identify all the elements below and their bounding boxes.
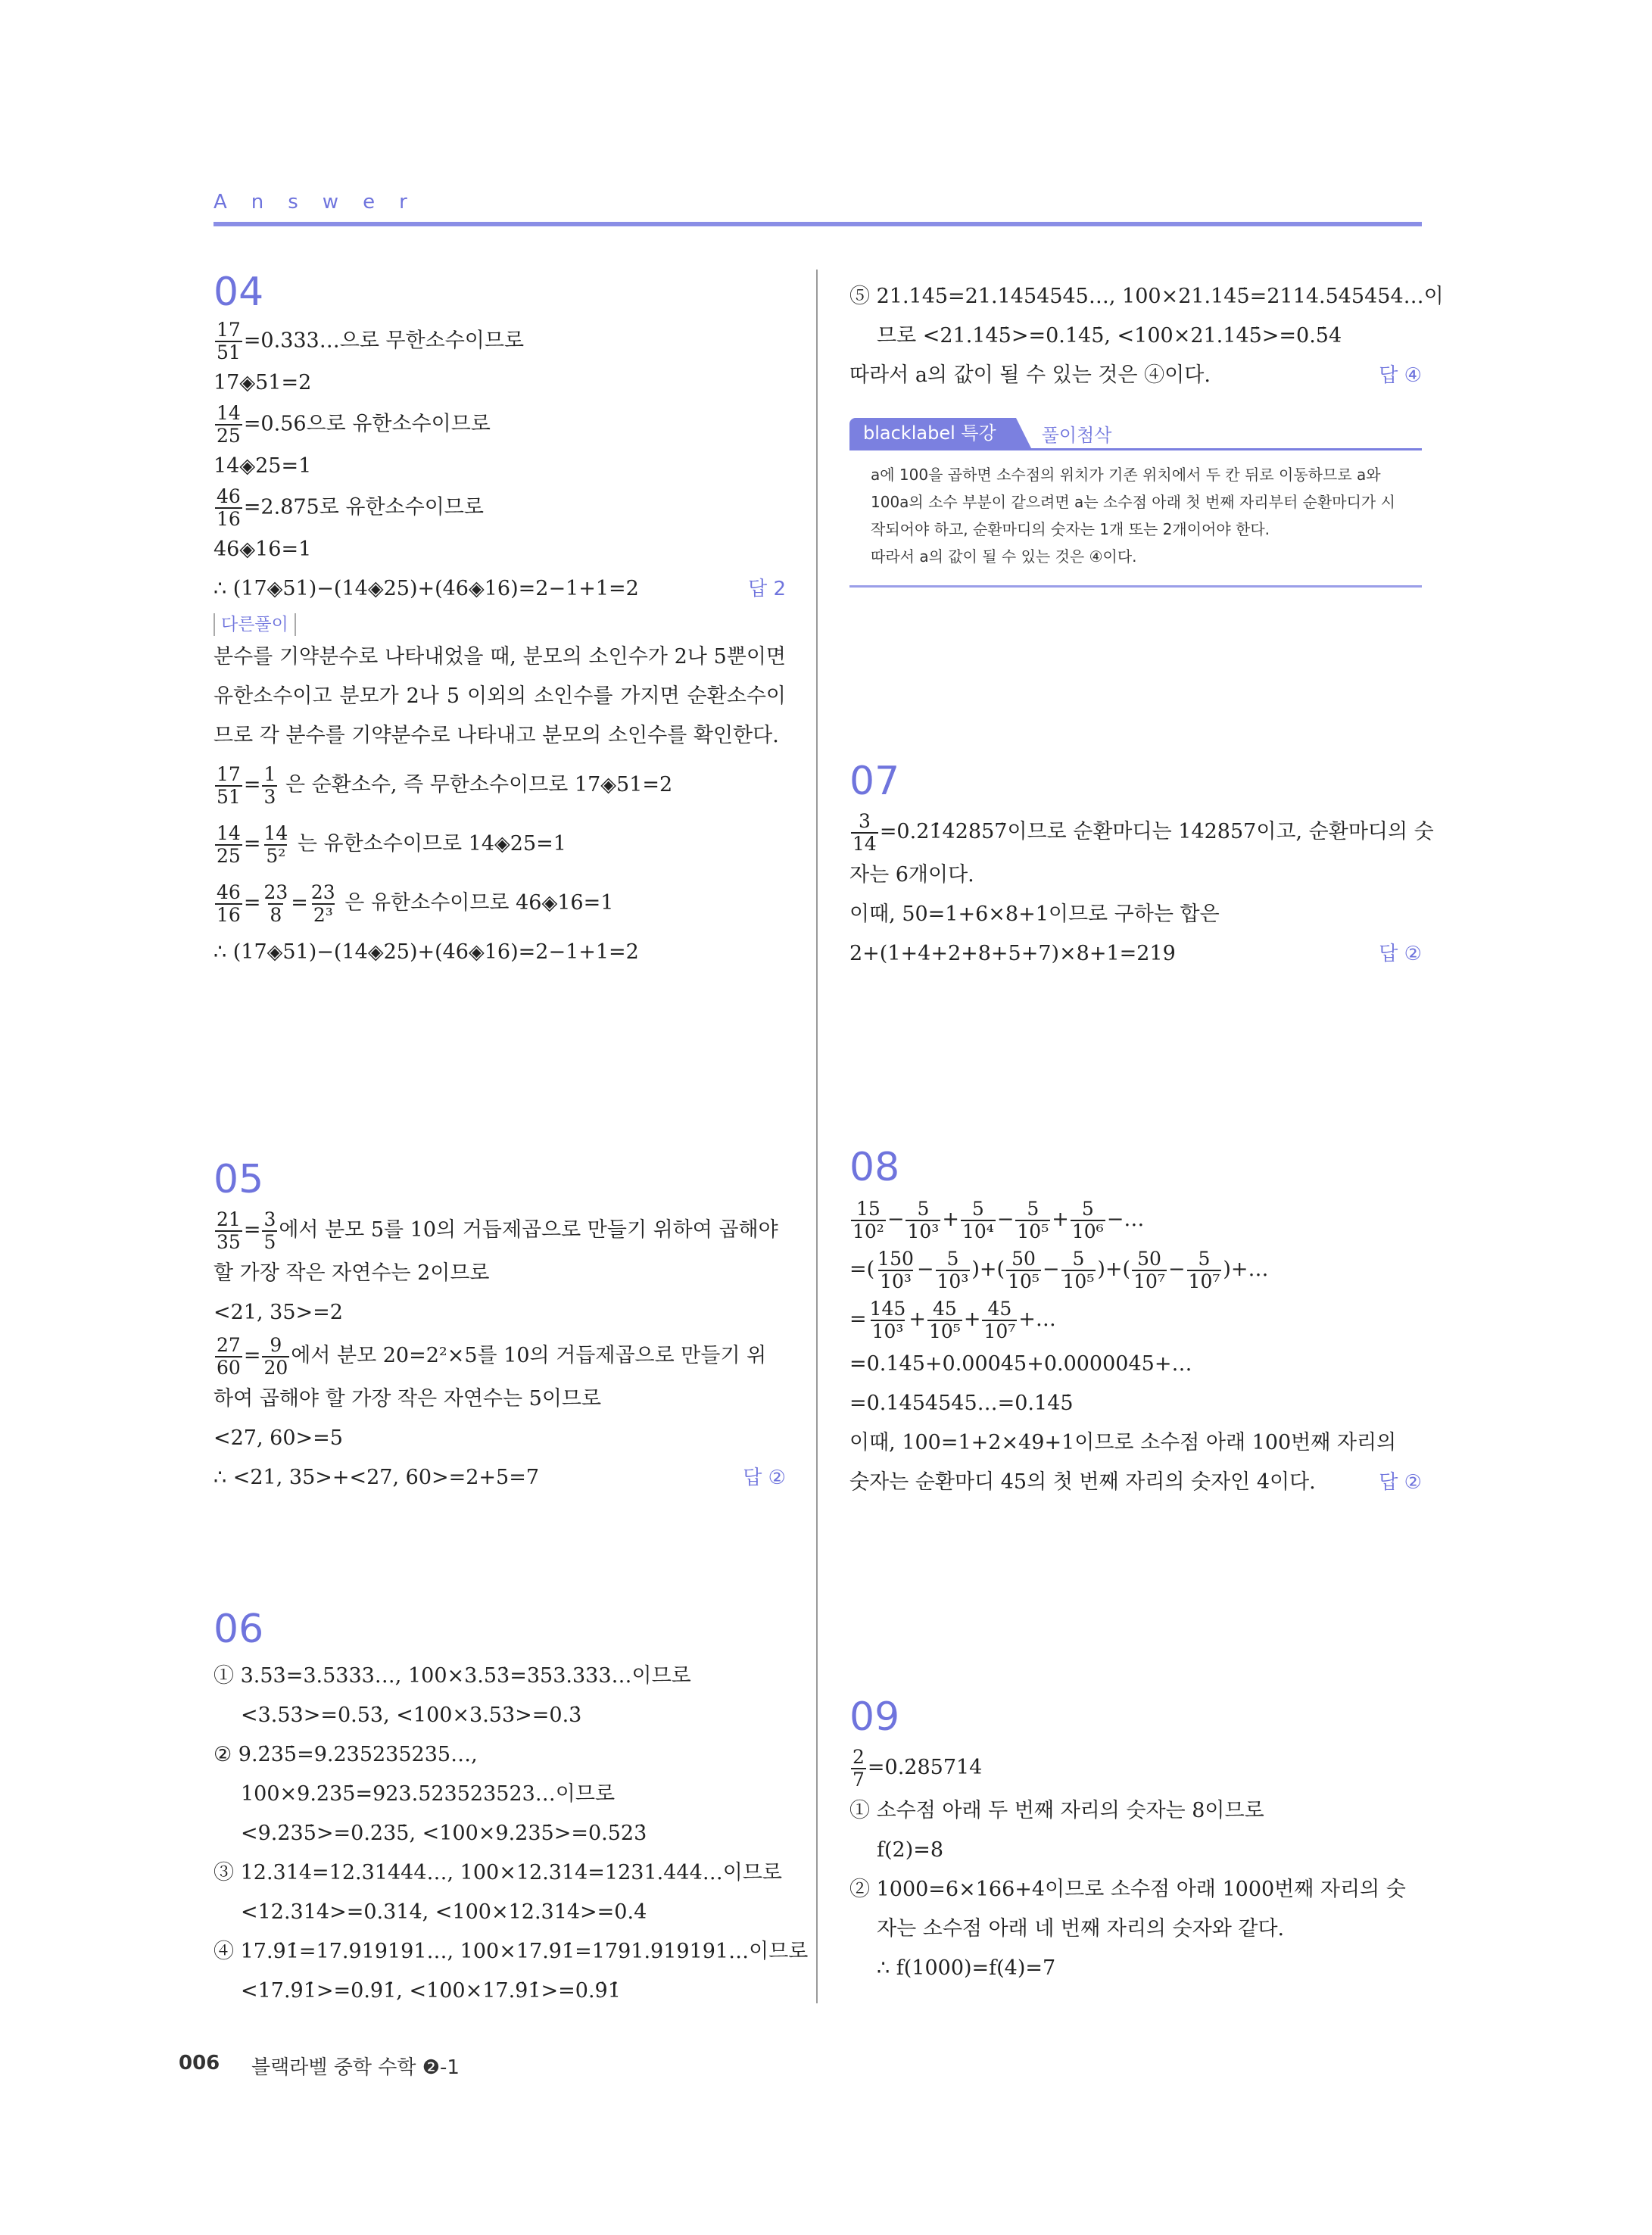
solution-line: <12.314̇>=0.314̇, <100×12.314̇>=0.4̇ bbox=[241, 1900, 647, 1924]
problem-number: 07 bbox=[849, 759, 900, 804]
fraction: $\frac{9}{20}$ bbox=[263, 1333, 288, 1379]
problem-number: 05 bbox=[214, 1157, 264, 1202]
solution-line: $\frac{46}{16}$ =2.875로 유한소수이므로 bbox=[217, 485, 484, 530]
operator: − bbox=[1042, 1258, 1060, 1281]
problem-number: 06 bbox=[214, 1607, 264, 1652]
fraction: $\frac{45}{\text{10⁵}}$ bbox=[928, 1297, 961, 1342]
solution-line: <17.9̇1̇>=0.9̇1̇, <100×17.9̇1̇>=0.9̇1̇ bbox=[241, 1979, 621, 2003]
problem-09 bbox=[849, 1694, 1422, 1988]
fraction: $\frac{14}{25}$ bbox=[217, 402, 241, 447]
problem-number: 04 bbox=[214, 270, 264, 315]
fraction: $\frac{5}{\text{10⁴}}$ bbox=[962, 1197, 994, 1242]
fraction: $\frac{46}{16}$ bbox=[217, 485, 241, 530]
operator: + bbox=[963, 1308, 981, 1331]
solution-line: ② 1000=6×166+4이므로 소수점 아래 1000번째 자리의 숫 bbox=[849, 1878, 1406, 1901]
blacklabel-body bbox=[849, 450, 1422, 578]
solution-line: $\frac{3}{14}$ =0.21̇42857̇이므로 순환마디는 142857이고, 순환마디의 숫 bbox=[852, 809, 1434, 855]
blacklabel-lecture-box bbox=[849, 418, 1422, 588]
solution-line: ④ 17.9̇1̇=17.919191…, 100×17.9̇1̇=1791.919191…이므로 bbox=[214, 1940, 809, 1963]
solution-line: 하여 곱해야 할 가장 작은 자연수는 5이므로 bbox=[214, 1387, 602, 1411]
answer-label: 답 ② bbox=[1379, 1471, 1422, 1494]
solution-line: <27, 60>=5 bbox=[214, 1426, 343, 1450]
fraction: $\frac{17}{51}$ bbox=[217, 762, 241, 808]
solution-line: $\frac{14}{25}$ =0.56으로 유한소수이므로 bbox=[217, 402, 491, 447]
operator: +… bbox=[1018, 1308, 1056, 1331]
column-divider bbox=[816, 270, 818, 2003]
problem-number: 09 bbox=[849, 1694, 900, 1740]
solution-line: $\frac{27}{60}$ = $\frac{9}{20}$ 에서 분모 20=2²×5를 10의 거듭제곱으로 만들기 위 bbox=[217, 1333, 767, 1379]
page-number: 006 bbox=[179, 2052, 220, 2074]
fraction: $\frac{150}{\text{10³}}$ bbox=[877, 1247, 914, 1292]
fraction: $\frac{15}{\text{10²}}$ bbox=[852, 1197, 884, 1242]
book-title: 블랙라벨 중학 수학 ❷-1 bbox=[251, 2056, 460, 2079]
header-label: Answer bbox=[214, 191, 432, 214]
solution-line: =0.1454545…=0.14̇5̇ bbox=[849, 1392, 1074, 1415]
series-row-2 bbox=[849, 1245, 1422, 1295]
series-row-3 bbox=[849, 1295, 1422, 1345]
fraction: $\frac{27}{60}$ bbox=[217, 1333, 241, 1379]
blacklabel-conclusion: 따라서 a의 값이 될 수 있는 것은 ④이다. bbox=[871, 547, 1137, 566]
solution-line: <21, 35>=2 bbox=[214, 1301, 343, 1324]
operator: − bbox=[996, 1208, 1015, 1231]
solution-line: f(2)=8 bbox=[877, 1838, 944, 1862]
solution-line: 므로 <21.14̇5̇>=0.14̇5̇, <100×21.14̇5̇>=0.5̇4̇ bbox=[877, 324, 1342, 348]
fraction: $\frac{23}{8}$ bbox=[263, 881, 288, 926]
fraction: $\frac{5}{\text{10³}}$ bbox=[937, 1247, 969, 1292]
operator: )+( bbox=[971, 1258, 1005, 1281]
fraction: $\frac{5}{\text{10⁷}}$ bbox=[1188, 1247, 1220, 1292]
problem-08 bbox=[849, 1145, 1422, 1502]
blacklabel-header bbox=[849, 418, 1422, 448]
operator: − bbox=[1167, 1258, 1186, 1281]
operator: =( bbox=[849, 1258, 875, 1281]
fraction: $\frac{1}{3}$ bbox=[263, 762, 276, 808]
operator: )+… bbox=[1223, 1258, 1269, 1281]
blacklabel-text: a에 100을 곱하면 소수점의 위치가 기존 위치에서 두 칸 뒤로 이동하므로 a와 100a의 소수 부분이 같으려면 a는 소수점 아래 첫 번째 자리부터 순환마디가 시작되어야 하고, 순환마디의 숫자는 1개 또는 2개이어야 한다. bbox=[871, 466, 1395, 538]
fraction: $\frac{45}{\text{10⁷}}$ bbox=[983, 1297, 1016, 1342]
operator: + bbox=[909, 1308, 926, 1331]
fraction: $\frac{21}{35}$ bbox=[217, 1208, 241, 1253]
alt-solution-tag: 다른풀이 bbox=[214, 613, 296, 636]
fraction: $\frac{14}{\text{5²}}$ bbox=[263, 821, 288, 867]
answer-label: 답 2 bbox=[748, 578, 786, 600]
solution-line: $\frac{14}{25}$ = $\frac{14}{\text{5²}}$ 는 유한소수이므로 14◈25=1 bbox=[217, 821, 566, 867]
alt-solution-text: 분수를 기약분수로 나타내었을 때, 분모의 소인수가 2나 5뿐이면 유한소수이고 분모가 2나 5 이외의 소인수를 가지면 순환소수이므로 각 분수를 기약분수로 나타내고 분모의 소인수를 확인한다. bbox=[214, 645, 786, 747]
problem-04 bbox=[214, 270, 786, 972]
operator: − bbox=[887, 1208, 905, 1231]
solution-line: ③ 12.314̇=12.31444…, 100×12.314̇=1231.444…이므로 bbox=[214, 1861, 783, 1884]
fraction: $\frac{5}{\text{10³}}$ bbox=[907, 1197, 940, 1242]
blacklabel-subtitle: 풀이첨삭 bbox=[1041, 424, 1112, 446]
fraction: $\frac{2}{7}$ bbox=[852, 1745, 865, 1791]
solution-line: 이때, 50=1+6×8+1이므로 구하는 합은 bbox=[849, 902, 1220, 926]
solution-line: 할 가장 작은 자연수는 2이므로 bbox=[214, 1261, 490, 1285]
problem-number: 08 bbox=[849, 1145, 900, 1190]
solution-line: $\frac{2}{7}$ =0.2̇85714̇ bbox=[852, 1745, 983, 1791]
solution-line: 46◈16=1 bbox=[214, 538, 312, 561]
fraction: $\frac{14}{25}$ bbox=[217, 821, 241, 867]
problem-06 bbox=[214, 1607, 809, 2011]
fraction: $\frac{5}{\text{10⁵}}$ bbox=[1017, 1197, 1049, 1242]
answer-label: 답 ④ bbox=[1379, 364, 1422, 387]
solution-line: <3.53̇>=0.53̇, <100×3.53̇>=0.3̇ bbox=[241, 1704, 582, 1727]
answer-label: 답 ② bbox=[743, 1467, 786, 1489]
series-row-1 bbox=[849, 1195, 1422, 1245]
solution-line: ① 소수점 아래 두 번째 자리의 숫자는 8이므로 bbox=[849, 1799, 1264, 1822]
problem-05 bbox=[214, 1157, 786, 1498]
operator: + bbox=[942, 1208, 959, 1231]
operator: )+( bbox=[1097, 1258, 1131, 1281]
solution-line: 숫자는 순환마디 45의 첫 번째 자리의 숫자인 4이다. 답 ② bbox=[849, 1463, 1422, 1502]
solution-line: ∴ f(1000)=f(4)=7 bbox=[877, 1956, 1056, 1980]
solution-line: $\frac{21}{35}$ = $\frac{3}{5}$ 에서 분모 5를 10의 거듭제곱으로 만들기 위하여 곱해야 bbox=[217, 1208, 778, 1253]
operator: − bbox=[916, 1258, 934, 1281]
operator: = bbox=[849, 1308, 867, 1331]
operator: + bbox=[1052, 1208, 1069, 1231]
solution-line: =0.145+0.00045+0.0000045+… bbox=[849, 1352, 1192, 1376]
blacklabel-bottom-rule bbox=[849, 585, 1422, 588]
header-rule bbox=[214, 222, 1422, 226]
solution-line: 자는 소수점 아래 네 번째 자리의 숫자와 같다. bbox=[877, 1917, 1285, 1940]
solution-line: <9.2̇35̇>=0.2̇35̇, <100×9.2̇35̇>=0.5̇23̇ bbox=[241, 1822, 647, 1845]
solution-line: ⑤ 21.14̇5̇=21.1454545…, 100×21.14̇5̇=2114.545454…이 bbox=[849, 285, 1444, 308]
solution-line: ① 3.53̇=3.5333…, 100×3.53̇=353.333…이므로 bbox=[214, 1664, 691, 1688]
problem-07 bbox=[849, 759, 1434, 974]
solution-line: 17◈51=2 bbox=[214, 371, 312, 394]
solution-line: 14◈25=1 bbox=[214, 454, 312, 478]
fraction: $\frac{5}{\text{10⁵}}$ bbox=[1062, 1247, 1095, 1292]
fraction: $\frac{23}{\text{2³}}$ bbox=[310, 881, 335, 926]
solution-line: 2+(1+4+2+8+5+7)×8+1=219 답 ② bbox=[849, 934, 1422, 974]
blacklabel-tab: blacklabel 특강 bbox=[849, 418, 1016, 448]
solution-line: ∴ <21, 35>+<27, 60>=2+5=7 답 ② bbox=[214, 1458, 786, 1498]
fraction: $\frac{3}{5}$ bbox=[263, 1208, 276, 1253]
solution-line: ② 9.2̇35̇=9.235235235…, bbox=[214, 1743, 478, 1766]
fraction: $\frac{17}{51}$ bbox=[217, 319, 241, 363]
fraction: $\frac{5}{\text{10⁶}}$ bbox=[1071, 1197, 1104, 1242]
fraction: $\frac{3}{14}$ bbox=[852, 809, 877, 855]
fraction: $\frac{50}{\text{10⁷}}$ bbox=[1133, 1247, 1165, 1292]
fraction: $\frac{46}{16}$ bbox=[217, 881, 241, 926]
fraction: $\frac{50}{\text{10⁵}}$ bbox=[1008, 1247, 1040, 1292]
solution-line: $\frac{46}{16}$ = $\frac{23}{8}$ = $\frac{23}{\text{2³}}$ 은 유한소수이므로 46◈16=1 bbox=[217, 881, 614, 926]
solution-line: $\frac{17}{51}$ =0.333…으로 무한소수이므로 bbox=[217, 319, 525, 363]
solution-line: ∴ (17◈51)−(14◈25)+(46◈16)=2−1+1=2 bbox=[214, 940, 639, 964]
solution-line: 자는 6개이다. bbox=[849, 863, 974, 887]
answer-label: 답 ② bbox=[1379, 943, 1422, 965]
fraction: $\frac{145}{\text{10³}}$ bbox=[869, 1297, 906, 1342]
problem-06-continued bbox=[849, 277, 1444, 395]
solution-line: 100×9.2̇35̇=923.523523523…이므로 bbox=[241, 1782, 616, 1806]
solution-line: 따라서 a의 값이 될 수 있는 것은 ④이다. 답 ④ bbox=[849, 356, 1422, 395]
solution-line: ∴ (17◈51)−(14◈25)+(46◈16)=2−1+1=2 답 2 bbox=[214, 569, 786, 609]
operator: −… bbox=[1106, 1208, 1145, 1231]
solution-line: 이때, 100=1+2×49+1이므로 소수점 아래 100번째 자리의 bbox=[849, 1431, 1397, 1454]
solution-line: $\frac{17}{51}$ = $\frac{1}{3}$ 은 순환소수, 즉 무한소수이므로 17◈51=2 bbox=[217, 762, 673, 808]
